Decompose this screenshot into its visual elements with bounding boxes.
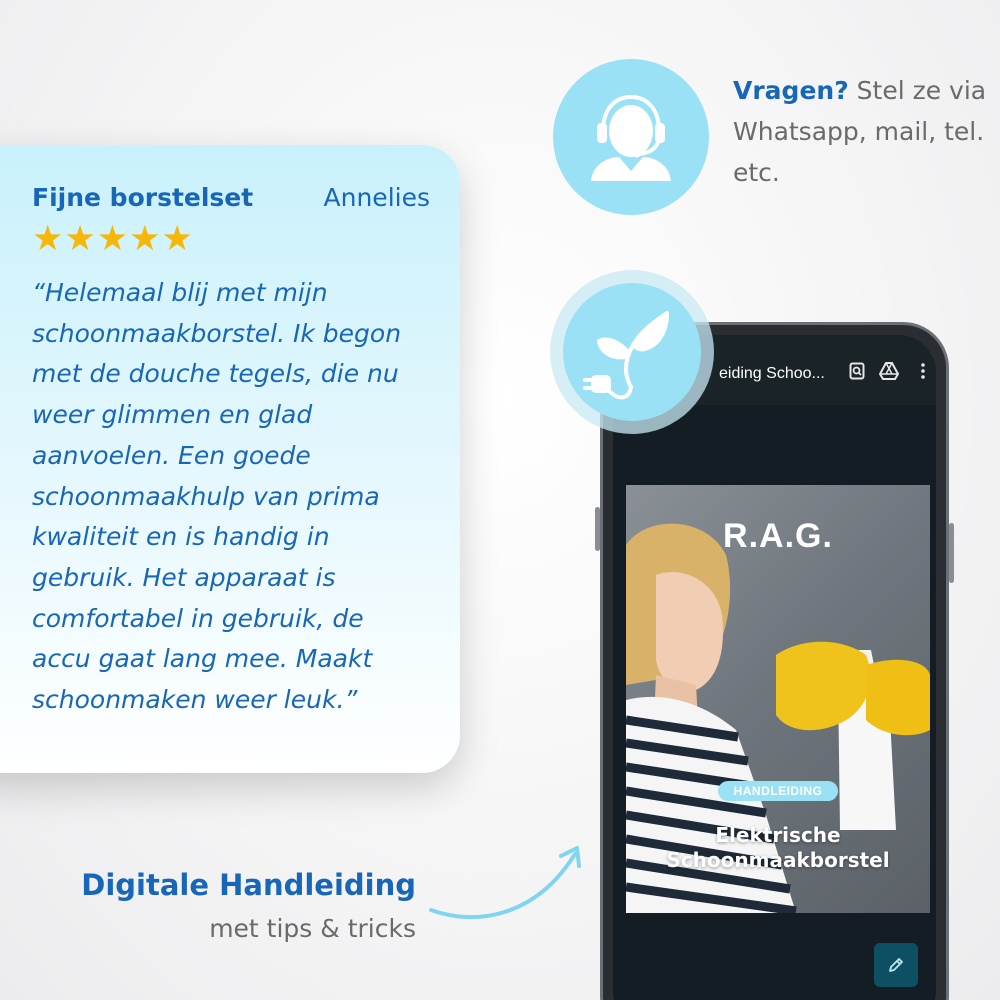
review-card: [0, 145, 460, 773]
manual-subtitle: met tips & tricks: [209, 914, 416, 943]
review-text: “Helemaal blij met mijn schoonmaakborstel. Ik begon met de douche tegels, die nu weer glimmen en glad aanvoelen. Een goede schoonmaakhulp van prima kwaliteit en is handig in gebruik. Het apparaat is comfortabel in gebruik, de accu gaat lang mee. Maakt schoonmaken weer leuk.”: [32, 278, 402, 715]
review-author: Annelies: [323, 183, 430, 212]
drive-icon[interactable]: [879, 362, 899, 384]
review-header: [32, 183, 430, 212]
cover-badge: HANDLEIDING: [718, 781, 838, 801]
manual-cover[interactable]: [626, 485, 930, 913]
review-title: Fijne borstelset: [32, 183, 254, 212]
cover-title: [626, 823, 930, 873]
more-vert-icon[interactable]: [913, 362, 933, 384]
brand-logo: R.A.G.: [723, 517, 833, 555]
eco-badge: [563, 283, 701, 421]
curved-arrow-icon: [425, 842, 595, 932]
support-question: Vragen?: [733, 76, 849, 105]
manual-title: Digitale Handleiding: [81, 868, 416, 902]
cover-title-line2: Schoonmaakborstel: [666, 848, 890, 872]
edit-icon: [886, 955, 906, 975]
support-text: [733, 70, 993, 193]
phone-screen: [613, 335, 936, 1000]
search-document-icon[interactable]: [847, 362, 867, 384]
document-title: eiding Schoo...: [719, 365, 825, 382]
cover-title-line1: Elektrische: [715, 823, 841, 847]
support-channels: Stel ze via Whatsapp, mail, tel. etc.: [733, 76, 987, 187]
plant-plug-icon: [563, 283, 701, 421]
edit-button[interactable]: [874, 943, 918, 987]
phone-side-button: [595, 507, 600, 551]
support-badge: [553, 59, 709, 215]
phone-side-button: [949, 523, 954, 583]
customer-support-headset-icon: [553, 59, 709, 215]
star-rating: ★★★★★: [32, 219, 194, 259]
